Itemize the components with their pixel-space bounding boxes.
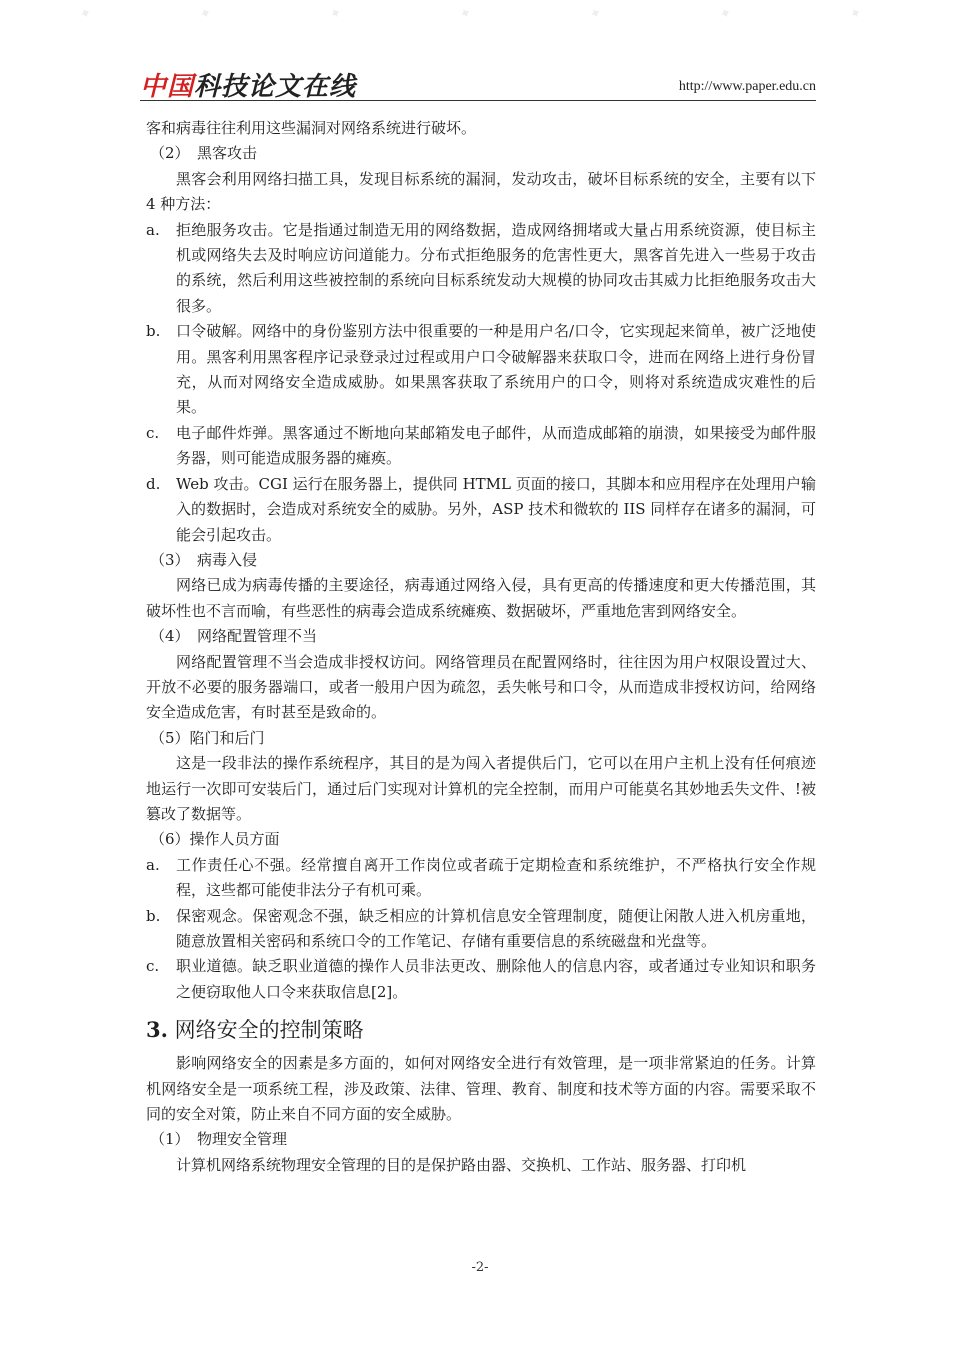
list-marker: d. xyxy=(146,474,161,493)
list-item-text: 工作责任心不强。经常擅自离开工作岗位或者疏于定期检查和系统维护，不严格执行安全作规程，这些都可能使非法分子有机可乘。 xyxy=(176,855,816,900)
list-item-text: Web 攻击。CGI 运行在服务器上，提供同 HTML 页面的接口，其脚本和应用程序在处理用户输入的数据时，会造成对系统安全的威胁。另外，ASP 技术和微软的 IIS 同样存在诸多的漏洞，可能会引起攻击。 xyxy=(176,474,816,544)
subsection-backdoor-body: 这是一段非法的操作系统程序，其目的是为闯入者提供后门，它可以在用户主机上没有任何痕迹地运行一次即可安装后门，通过后门实现对计算机的完全控制，而用户可能莫名其妙地丢失文件、!被篡改了数据等。 xyxy=(146,754,816,823)
watermark-strip: ✦ ✦ ✦ ✦ ✦ ✦ ✦ xyxy=(77,4,865,24)
list-item-text: 保密观念。保密观念不强，缺乏相应的计算机信息安全管理制度，随便让闲散人进入机房重地，随意放置相关密码和系统口令的工作笔记、存储有重要信息的系统磁盘和光盘等。 xyxy=(176,906,816,950)
list-marker: a. xyxy=(146,220,160,239)
subsection-config-body: 网络配置管理不当会造成非授权访问。网络管理员在配置网络时，往往因为用户权限设置过大、开放不必要的服务器端口，或者一般用户因为疏忽，丢失帐号和口令，从而造成非授权访问，给网络安全造成危害，有时甚至是致命的。 xyxy=(146,652,816,722)
list-marker: a. xyxy=(146,855,160,874)
list-item-text: 口令破解。网络中的身份鉴别方法中很重要的一种是用户名/口令，它实现起来简单，被广泛地使用。黑客利用黑客程序记录登录过过程或用户口令破解器来获取口令，进而在网络上进行身份冒充，从而对网络安全造成威胁。如果黑客获取了系统用户的口令，则将对系统造成灾难性的后果。 xyxy=(176,322,816,417)
subsection-virus-body: 网络已成为病毒传播的主要途径，病毒通过网络入侵，具有更高的传播速度和更大传播范围，其破坏性也不言而喻，有些恶性的病毒会造成系统瘫痪、数据破坏，严重地危害到网络安全。 xyxy=(146,576,816,620)
section-title: 网络安全的控制策略 xyxy=(174,1018,364,1043)
page-body xyxy=(146,116,816,1178)
section-number: 3. xyxy=(146,1017,168,1043)
list-item xyxy=(146,954,816,1005)
subsection-physical-title: （1） 物理安全管理 xyxy=(150,1130,288,1149)
list-marker: b. xyxy=(146,906,161,925)
intro-paragraph: 客和病毒往往利用这些漏洞对网络系统进行破坏。 xyxy=(146,119,477,137)
list-item xyxy=(146,904,816,955)
list-item xyxy=(146,421,816,472)
list-marker: b. xyxy=(146,322,161,341)
header-url[interactable]: http://www.paper.edu.cn xyxy=(678,79,816,94)
subsection-hacker-attack-body: 黑客会利用网络扫描工具，发现目标系统的漏洞，发动攻击，破坏目标系统的安全，主要有以下 4 种方法： xyxy=(146,169,816,214)
logo-part-dark: 科技论文在线 xyxy=(194,72,357,102)
subsection-virus-title: （3） 病毒入侵 xyxy=(150,550,258,569)
section-body: 影响网络安全的因素是多方面的，如何对网络安全进行有效管理，是一项非常紧迫的任务。计算机网络安全是一项系统工程，涉及政策、法律、管理、教育、制度和技术等方面的内容。需要采取不同的安全对策，防止来自不同方面的安全威胁。 xyxy=(146,1054,816,1124)
list-item xyxy=(146,218,816,320)
section-heading xyxy=(146,1013,816,1047)
list-item-text: 职业道德。缺乏职业道德的操作人员非法更改、删除他人的信息内容，或者通过专业知识和职务之便窃取他人口令来获取信息[2]。 xyxy=(176,957,816,1001)
subsection-config-title: （4） 网络配置管理不当 xyxy=(150,627,318,646)
list-item xyxy=(146,853,816,904)
logo-part-red: 中国 xyxy=(140,72,195,102)
page-number: -2- xyxy=(471,1260,489,1275)
subsection-operators-title: （6）操作人员方面 xyxy=(150,830,280,849)
subsection-backdoor-title: （5）陷门和后门 xyxy=(150,728,265,747)
page-header xyxy=(140,64,816,101)
list-marker: c. xyxy=(146,957,160,976)
journal-logo xyxy=(140,66,356,103)
subsection-hacker-attack-title: （2） 黑客攻击 xyxy=(150,144,258,163)
subsection-physical-body: 计算机网络系统物理安全管理的目的是保护路由器、交换机、工作站、服务器、打印机 xyxy=(176,1155,747,1174)
list-item-text: 电子邮件炸弹。黑客通过不断地向某邮箱发电子邮件，从而造成邮箱的崩溃，如果接受为邮件服务器，则可能造成服务器的瘫痪。 xyxy=(176,423,816,468)
list-item-text: 拒绝服务攻击。它是指通过制造无用的网络数据，造成网络拥堵或大量占用系统资源，使目标主机或网络失去及时响应访问道能力。分布式拒绝服务的危害性更大，黑客首先进入一些易于攻击的系统，然后利用这些被控制的系统向目标系统发动大规模的协同攻击其威力比拒绝服务攻击大很多。 xyxy=(176,220,816,315)
list-marker: c. xyxy=(146,423,160,442)
list-item xyxy=(146,472,816,548)
list-item xyxy=(146,319,816,421)
